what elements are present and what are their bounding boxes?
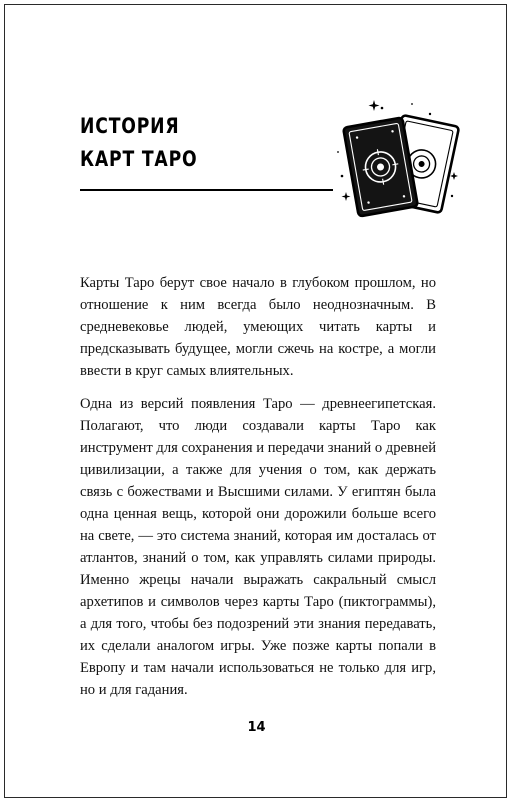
paragraph: Карты Таро берут свое начало в глубоком прошлом, но отношение к ним всегда было неоднозначным. В средневековье людей, умеющих читать карты и предсказывать будущее, могли сжечь на костре, а могли ввести в круг самых влиятельных. bbox=[80, 275, 436, 379]
body-text bbox=[80, 272, 436, 701]
chapter-title-line-1: ИСТОРИЯ bbox=[80, 114, 180, 138]
chapter-title-line-2: КАРТ ТАРО bbox=[80, 147, 198, 171]
page-number: 14 bbox=[247, 720, 266, 735]
paragraph: Одна из версий появления Таро — древнеегипетская. Полагают, что люди создавали карты Таро как инструмент для сохранения и передачи знаний о древней цивилизации, а также для учения о том, как держать связь с божествами и Высшими силами. У египтян была одна ценная вещь, которой они дорожили больше всего на свете, — это система знаний, которая им досталась от атлантов, знаний о том, как управлять силами природы. Именно жрецы начали выражать сакральный смысл архетипов и символов через карты Таро (пиктограммы), а для того, чтобы без подозрений эти знания передавать, их сделали аналогом игры. Уже позже карты попали в Европу и там начали использоваться не только для игр, но и для гадания. bbox=[80, 396, 436, 698]
tarot-cards-icon bbox=[330, 96, 460, 222]
chapter-title bbox=[80, 110, 197, 176]
title-underline bbox=[80, 189, 333, 191]
